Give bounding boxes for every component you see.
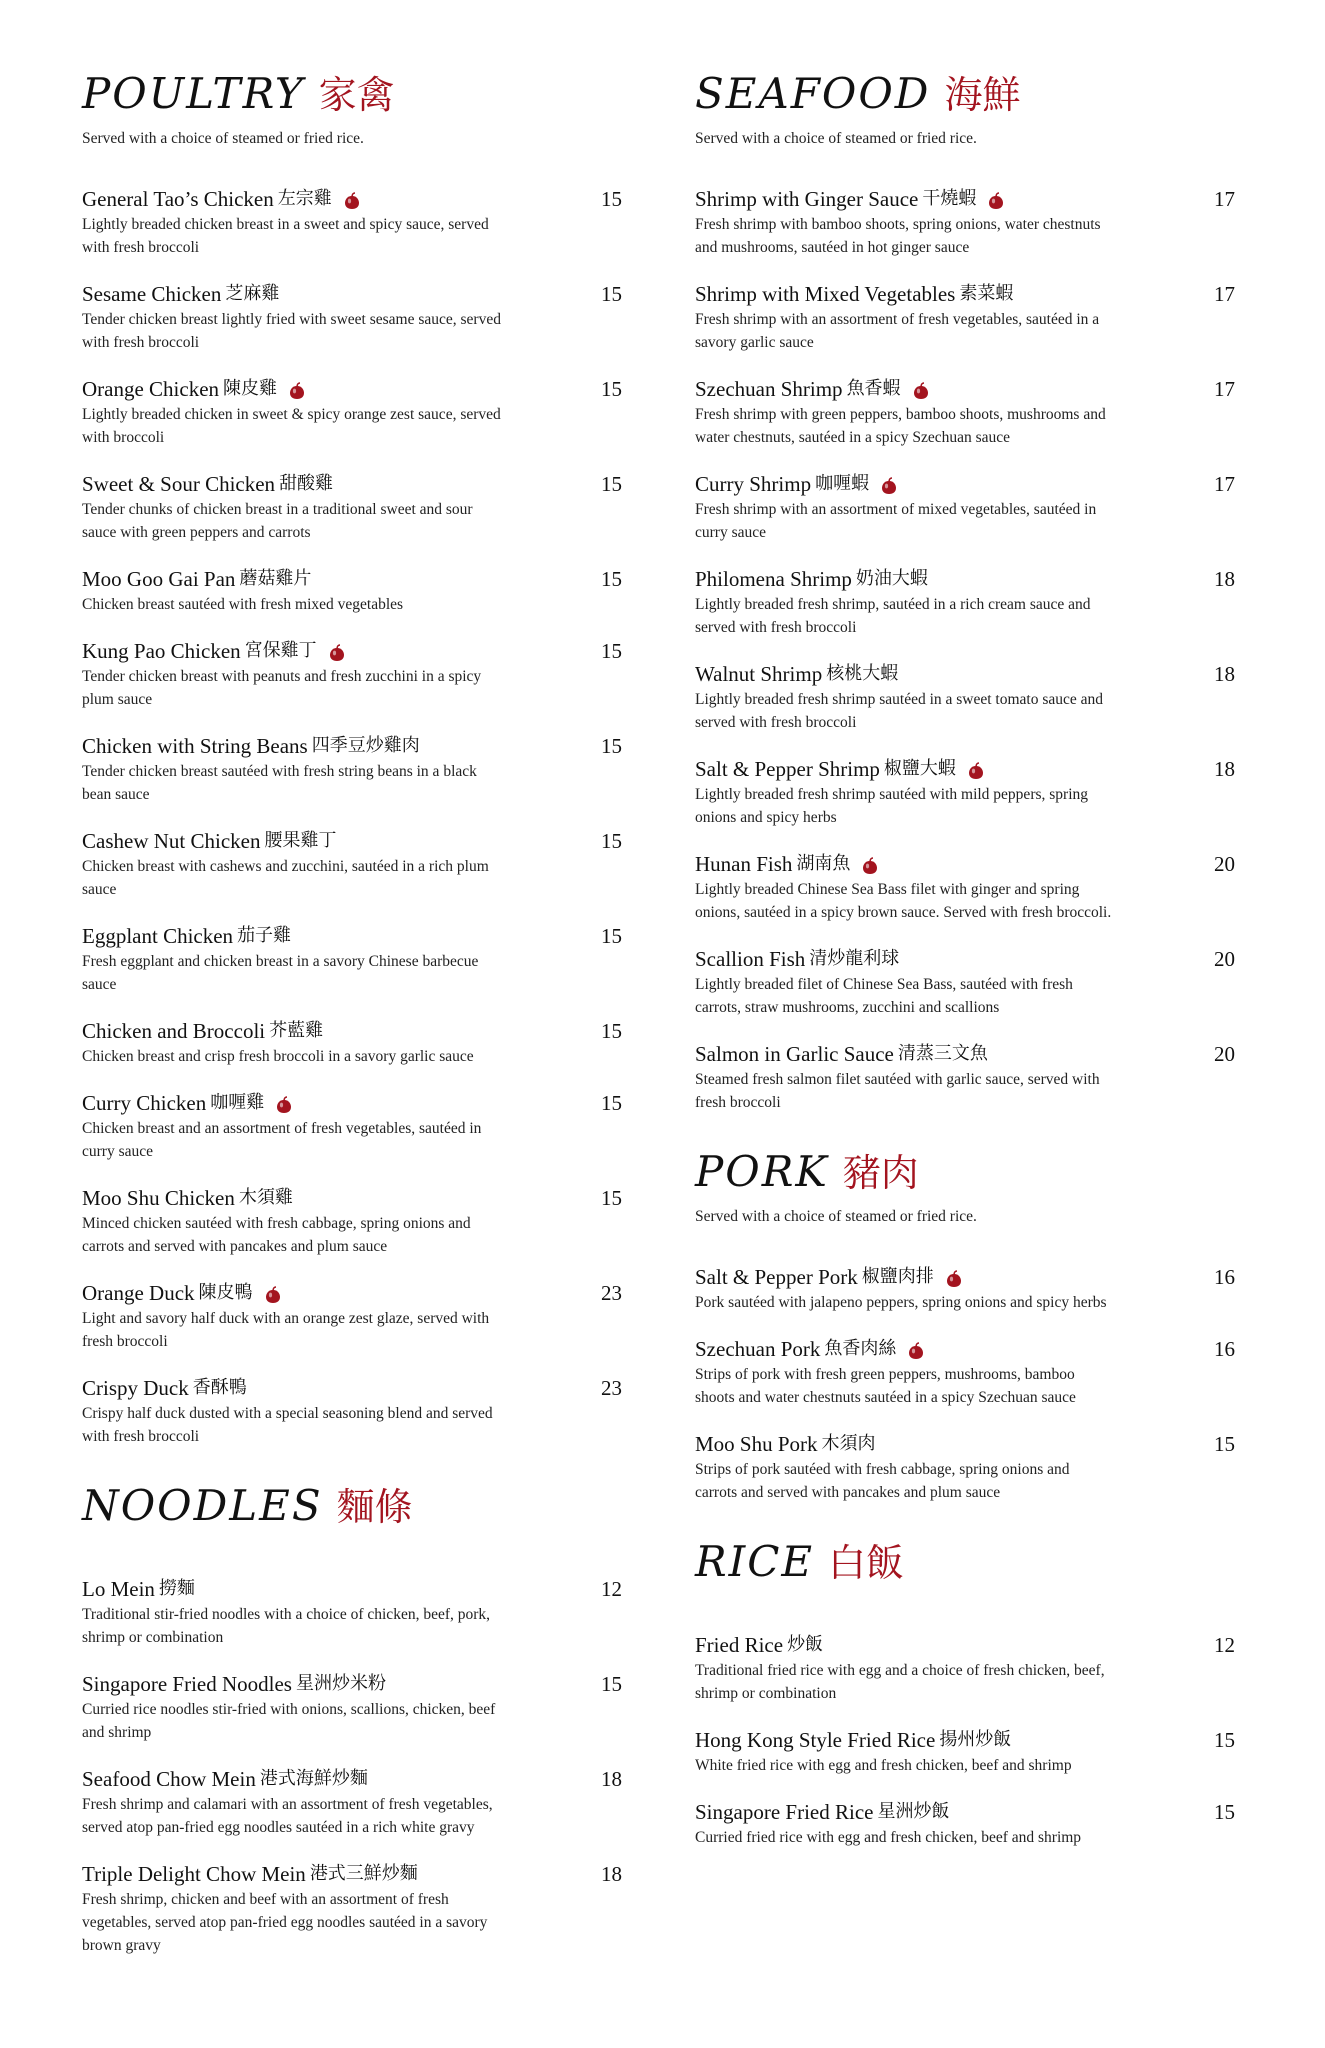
menu-item-name: Curry Shrimp — [695, 472, 812, 496]
menu-item-price: 20 — [1214, 1042, 1235, 1066]
menu-item-header — [695, 1041, 1235, 1067]
menu-item-header — [82, 1861, 622, 1887]
menu-item — [82, 1018, 622, 1068]
menu-item-chinese-name: 揚州炒飯 — [939, 1729, 1012, 1750]
menu-item-header — [82, 1018, 622, 1044]
section-title — [695, 1148, 1235, 1196]
menu-item-chinese-name: 湖南魚 — [796, 853, 851, 874]
menu-item-header — [695, 1264, 1235, 1290]
menu-item-description: Fresh shrimp with green peppers, bamboo shoots, mushrooms and water chestnuts, sautéed in a spicy Szechuan sauce — [695, 406, 1106, 446]
menu-item — [82, 923, 622, 996]
menu-item-header — [82, 923, 622, 949]
section-noodles — [82, 1482, 622, 1957]
menu-item-name: Sesame Chicken — [82, 282, 222, 306]
menu-item — [82, 1861, 622, 1957]
menu-item-chinese-name: 腰果雞丁 — [264, 830, 337, 851]
menu-item — [82, 1576, 622, 1649]
menu-item-chinese-name: 清蒸三文魚 — [897, 1043, 988, 1064]
menu-item-chinese-name: 香酥鴨 — [192, 1377, 247, 1398]
menu-item — [82, 1671, 622, 1744]
menu-item-list — [695, 186, 1235, 1114]
menu-item-description: Chicken breast sautéed with fresh mixed vegetables — [82, 596, 404, 613]
menu-item-name: Orange Chicken — [82, 377, 220, 401]
menu-item — [82, 471, 622, 544]
menu-item-price: 15 — [601, 187, 622, 211]
menu-item — [695, 851, 1235, 924]
menu-item-price: 15 — [601, 1019, 622, 1043]
menu-item-description: Tender chicken breast with peanuts and fresh zucchini in a spicy plum sauce — [82, 668, 482, 708]
menu-item-header — [695, 1336, 1235, 1362]
menu-item-chinese-name: 奶油大蝦 — [855, 568, 928, 589]
menu-item-header — [695, 186, 1235, 212]
menu-item-description: Strips of pork with fresh green peppers, mushrooms, bamboo shoots and water chestnuts sautéed in a spicy Szechuan sauce — [695, 1366, 1076, 1406]
menu-item-price: 15 — [601, 377, 622, 401]
menu-item-price: 18 — [601, 1862, 622, 1886]
menu-item — [82, 376, 622, 449]
spicy-pepper-icon — [988, 190, 1004, 208]
menu-item-price: 15 — [601, 734, 622, 758]
menu-item-description: Lightly breaded filet of Chinese Sea Bass, sautéed with fresh carrots, straw mushrooms, zucchini and scallions — [695, 976, 1073, 1016]
menu-item-description: Lightly breaded fresh shrimp sautéed with mild peppers, spring onions and spicy herbs — [695, 786, 1089, 826]
menu-item-chinese-name: 港式三鮮炒麵 — [309, 1863, 418, 1884]
menu-item — [82, 566, 622, 616]
menu-item-name: Singapore Fried Noodles — [82, 1672, 292, 1696]
menu-item-price: 15 — [601, 1672, 622, 1696]
menu-item-chinese-name: 陳皮雞 — [223, 378, 278, 399]
menu-item-price: 12 — [1214, 1633, 1235, 1657]
menu-item-name: Scallion Fish — [695, 947, 806, 971]
section-title-en: RICE — [695, 1537, 815, 1586]
menu-item-price: 15 — [601, 1091, 622, 1115]
menu-item — [695, 1041, 1235, 1114]
menu-item-header — [82, 376, 622, 402]
menu-item-price: 17 — [1214, 187, 1235, 211]
menu-item-chinese-name: 星洲炒飯 — [877, 1801, 950, 1822]
spicy-pepper-icon — [289, 380, 305, 398]
menu-item-name: Chicken with String Beans — [82, 734, 308, 758]
menu-item-header — [695, 661, 1235, 687]
menu-item-name: Szechuan Pork — [695, 1337, 821, 1361]
menu-item — [82, 828, 622, 901]
spicy-pepper-icon — [276, 1094, 292, 1112]
menu-item-name: Triple Delight Chow Mein — [82, 1862, 306, 1886]
menu-item — [695, 1727, 1235, 1777]
menu-item — [82, 733, 622, 806]
menu-item — [695, 471, 1235, 544]
menu-item-chinese-name: 炒飯 — [787, 1634, 824, 1655]
spicy-pepper-icon — [265, 1284, 281, 1302]
menu-item-chinese-name: 四季豆炒雞肉 — [311, 735, 420, 756]
section-title — [695, 70, 1235, 118]
menu-item-header — [82, 281, 622, 307]
menu-item — [82, 1766, 622, 1839]
menu-item — [695, 566, 1235, 639]
menu-item-header — [82, 1671, 622, 1697]
menu-item-name: Singapore Fried Rice — [695, 1800, 874, 1824]
menu-item-header — [695, 376, 1235, 402]
spicy-pepper-icon — [908, 1340, 924, 1358]
menu-item-description: Chicken breast with cashews and zucchini, sautéed in a rich plum sauce — [82, 858, 489, 898]
menu-item-header — [82, 1766, 622, 1792]
menu-item-description: Curried fried rice with egg and fresh chicken, beef and shrimp — [695, 1829, 1082, 1846]
menu-item-chinese-name: 咖喱蝦 — [815, 473, 870, 494]
menu-item-chinese-name: 木須雞 — [238, 1187, 293, 1208]
menu-item-chinese-name: 咖喱雞 — [210, 1092, 265, 1113]
menu-item-description: Fresh eggplant and chicken breast in a savory Chinese barbecue sauce — [82, 953, 479, 993]
menu-item-price: 15 — [1214, 1432, 1235, 1456]
menu-item-header — [82, 733, 622, 759]
menu-item-header — [82, 638, 622, 664]
menu-item — [695, 756, 1235, 829]
menu-item — [82, 1280, 622, 1353]
menu-item-name: Chicken and Broccoli — [82, 1019, 266, 1043]
menu-item-description: Crispy half duck dusted with a special seasoning blend and served with fresh broccoli — [82, 1405, 493, 1445]
menu-item-list — [82, 186, 622, 1448]
menu-item-price: 15 — [601, 567, 622, 591]
menu-item — [82, 1090, 622, 1163]
spicy-pepper-icon — [881, 475, 897, 493]
section-pork — [695, 1148, 1235, 1504]
menu-item-description: Fresh shrimp, chicken and beef with an assortment of fresh vegetables, served atop pan-fried egg noodles sautéed in a savory brown gravy — [82, 1891, 488, 1954]
menu-item-name: Hunan Fish — [695, 852, 793, 876]
menu-item-description: Fresh shrimp with bamboo shoots, spring onions, water chestnuts and mushrooms, sautéed in hot ginger sauce — [695, 216, 1101, 256]
menu-item-chinese-name: 蘑菇雞片 — [239, 568, 312, 589]
menu-item-description: Chicken breast and an assortment of fresh vegetables, sautéed in curry sauce — [82, 1120, 482, 1160]
section-title — [695, 1538, 1235, 1586]
menu-item-chinese-name: 宮保雞丁 — [244, 640, 317, 661]
menu-item-description: Light and savory half duck with an orange zest glaze, served with fresh broccoli — [82, 1310, 490, 1350]
menu-item — [695, 1336, 1235, 1409]
menu-item-header — [695, 1799, 1235, 1825]
menu-item-name: Moo Goo Gai Pan — [82, 567, 236, 591]
menu-item — [695, 186, 1235, 259]
spicy-pepper-icon — [862, 855, 878, 873]
menu-item-name: Moo Shu Pork — [695, 1432, 818, 1456]
menu-item-header — [695, 1632, 1235, 1658]
menu-item-header — [695, 471, 1235, 497]
menu-item-chinese-name: 芝麻雞 — [225, 283, 280, 304]
spicy-pepper-icon — [344, 190, 360, 208]
menu-item — [695, 1632, 1235, 1705]
section-poultry — [82, 70, 622, 1448]
menu-item-chinese-name: 星洲炒米粉 — [295, 1673, 386, 1694]
menu-item-price: 15 — [1214, 1800, 1235, 1824]
menu-item-chinese-name: 木須肉 — [821, 1433, 876, 1454]
menu-item-header — [695, 281, 1235, 307]
menu-item-header — [82, 1280, 622, 1306]
menu-item — [695, 376, 1235, 449]
menu-item-description: Chicken breast and crisp fresh broccoli in a savory garlic sauce — [82, 1048, 474, 1065]
menu-item-price: 15 — [601, 282, 622, 306]
menu-item-header — [695, 946, 1235, 972]
section-subtitle: Served with a choice of steamed or fried rice. — [82, 130, 364, 147]
menu-item-chinese-name: 左宗雞 — [277, 188, 332, 209]
spicy-pepper-icon — [913, 380, 929, 398]
menu-item-description: Traditional fried rice with egg and a choice of fresh chicken, beef, shrimp or combination — [695, 1662, 1105, 1702]
menu-item-chinese-name: 清炒龍利球 — [809, 948, 900, 969]
menu-item-name: Lo Mein — [82, 1577, 155, 1601]
menu-item-price: 16 — [1214, 1337, 1235, 1361]
menu-item-price: 23 — [601, 1376, 622, 1400]
menu-item-name: Moo Shu Chicken — [82, 1186, 235, 1210]
menu-item-description: Curried rice noodles stir-fried with onions, scallions, chicken, beef and shrimp — [82, 1701, 496, 1741]
menu-item-price: 23 — [601, 1281, 622, 1305]
section-title-zh: 海鮮 — [944, 73, 1021, 117]
menu-item — [695, 1799, 1235, 1849]
menu-item — [695, 1431, 1235, 1504]
menu-item-header — [695, 1727, 1235, 1753]
menu-item-description: Lightly breaded fresh shrimp sautéed in a sweet tomato sauce and served with fresh broccoli — [695, 691, 1104, 731]
menu-item — [82, 638, 622, 711]
section-title-en: SEAFOOD — [695, 69, 931, 118]
menu-item-price: 18 — [1214, 662, 1235, 686]
menu-item — [695, 661, 1235, 734]
menu-item-chinese-name: 甜酸雞 — [279, 473, 334, 494]
menu-item-chinese-name: 陳皮鴨 — [198, 1282, 253, 1303]
right-column — [695, 70, 1235, 1883]
menu-item-header — [82, 471, 622, 497]
section-title-zh: 麵條 — [336, 1485, 413, 1529]
menu-item-description: Lightly breaded chicken in sweet & spicy orange zest sauce, served with broccoli — [82, 406, 501, 446]
menu-item-list — [695, 1632, 1235, 1849]
menu-item-chinese-name: 撈麵 — [158, 1578, 195, 1599]
menu-item-chinese-name: 椒鹽肉排 — [861, 1266, 934, 1287]
menu-item-name: Cashew Nut Chicken — [82, 829, 261, 853]
section-title-zh: 家禽 — [318, 73, 395, 117]
menu-item-chinese-name: 港式海鮮炒麵 — [259, 1768, 368, 1789]
menu-item-name: Hong Kong Style Fried Rice — [695, 1728, 936, 1752]
menu-item-list — [695, 1264, 1235, 1504]
section-title — [82, 70, 622, 118]
menu-item-price: 20 — [1214, 947, 1235, 971]
menu-item-chinese-name: 核桃大蝦 — [826, 663, 899, 684]
section-subtitle: Served with a choice of steamed or fried rice. — [695, 1208, 977, 1225]
menu-item — [82, 1375, 622, 1448]
menu-item-description: Lightly breaded fresh shrimp, sautéed in a rich cream sauce and served with fresh broccoli — [695, 596, 1091, 636]
menu-item-header — [82, 1375, 622, 1401]
section-seafood — [695, 70, 1235, 1114]
menu-item — [695, 281, 1235, 354]
spicy-pepper-icon — [946, 1268, 962, 1286]
menu-item-name: Eggplant Chicken — [82, 924, 234, 948]
menu-item-name: Orange Duck — [82, 1281, 195, 1305]
menu-item — [82, 186, 622, 259]
left-column — [82, 70, 622, 1991]
menu-item-description: Lightly breaded Chinese Sea Bass filet with ginger and spring onions, sautéed in a spicy brown sauce. Served with fresh broccoli. — [695, 881, 1112, 921]
menu-item-chinese-name: 干燒蝦 — [922, 188, 977, 209]
menu-item-price: 17 — [1214, 377, 1235, 401]
menu-item-price: 18 — [601, 1767, 622, 1791]
menu-item-price: 15 — [601, 829, 622, 853]
menu-item-price: 20 — [1214, 852, 1235, 876]
menu-item-price: 15 — [601, 1186, 622, 1210]
menu-item-name: Kung Pao Chicken — [82, 639, 241, 663]
menu-item-price: 15 — [601, 639, 622, 663]
menu-item-description: Fresh shrimp with an assortment of mixed vegetables, sautéed in curry sauce — [695, 501, 1097, 541]
menu-item-chinese-name: 茄子雞 — [237, 925, 292, 946]
menu-item-name: General Tao’s Chicken — [82, 187, 274, 211]
menu-item-price: 18 — [1214, 757, 1235, 781]
section-title — [82, 1482, 622, 1530]
menu-item-name: Salt & Pepper Pork — [695, 1265, 858, 1289]
menu-item-price: 15 — [1214, 1728, 1235, 1752]
section-title-en: POULTRY — [82, 69, 305, 118]
menu-item-chinese-name: 素菜蝦 — [959, 283, 1014, 304]
menu-item-price: 17 — [1214, 472, 1235, 496]
menu-item-header — [82, 828, 622, 854]
menu-item-name: Fried Rice — [695, 1633, 784, 1657]
menu-item-name: Curry Chicken — [82, 1091, 207, 1115]
menu-item-header — [82, 566, 622, 592]
menu-item-price: 17 — [1214, 282, 1235, 306]
section-subtitle: Served with a choice of steamed or fried rice. — [695, 130, 977, 147]
menu-item-list — [82, 1576, 622, 1957]
menu-item-description: White fried rice with egg and fresh chicken, beef and shrimp — [695, 1757, 1072, 1774]
menu-item-header — [695, 1431, 1235, 1457]
section-title-zh: 白飯 — [828, 1541, 905, 1585]
menu-item-name: Shrimp with Mixed Vegetables — [695, 282, 956, 306]
menu-item — [82, 1185, 622, 1258]
section-title-en: NOODLES — [82, 1481, 323, 1530]
menu-item-description: Minced chicken sautéed with fresh cabbage, spring onions and carrots and served with pancakes and plum sauce — [82, 1215, 471, 1255]
menu-item-description: Pork sautéed with jalapeno peppers, spring onions and spicy herbs — [695, 1294, 1107, 1311]
menu-item-price: 16 — [1214, 1265, 1235, 1289]
menu-item-description: Lightly breaded chicken breast in a sweet and spicy sauce, served with fresh broccoli — [82, 216, 489, 256]
menu-item-chinese-name: 魚香蝦 — [846, 378, 901, 399]
menu-item-description: Tender chunks of chicken breast in a traditional sweet and sour sauce with green peppers and carrots — [82, 501, 473, 541]
menu-item-header — [695, 756, 1235, 782]
menu-item-name: Shrimp with Ginger Sauce — [695, 187, 919, 211]
menu-item-chinese-name: 芥藍雞 — [269, 1020, 324, 1041]
menu-item-header — [695, 851, 1235, 877]
menu-item-chinese-name: 魚香肉絲 — [824, 1338, 897, 1359]
menu-item-chinese-name: 椒鹽大蝦 — [883, 758, 956, 779]
menu-item-description: Steamed fresh salmon filet sautéed with garlic sauce, served with fresh broccoli — [695, 1071, 1100, 1111]
menu-item-name: Sweet & Sour Chicken — [82, 472, 276, 496]
menu-item — [82, 281, 622, 354]
menu-item-price: 18 — [1214, 567, 1235, 591]
menu-item-header — [82, 1576, 622, 1602]
menu-item-header — [82, 1185, 622, 1211]
menu-item-price: 12 — [601, 1577, 622, 1601]
menu-item-header — [82, 186, 622, 212]
menu-item-price: 15 — [601, 472, 622, 496]
menu-item-name: Crispy Duck — [82, 1376, 189, 1400]
menu-item-name: Salmon in Garlic Sauce — [695, 1042, 894, 1066]
section-title-zh: 豬肉 — [842, 1151, 919, 1195]
menu-item-name: Salt & Pepper Shrimp — [695, 757, 880, 781]
menu-item-header — [82, 1090, 622, 1116]
menu-item-header — [695, 566, 1235, 592]
menu-item — [695, 946, 1235, 1019]
menu-item-name: Philomena Shrimp — [695, 567, 852, 591]
menu-item-description: Tender chicken breast sautéed with fresh string beans in a black bean sauce — [82, 763, 477, 803]
section-rice — [695, 1538, 1235, 1849]
menu-item-description: Strips of pork sautéed with fresh cabbage, spring onions and carrots and served with pancakes and plum sauce — [695, 1461, 1070, 1501]
spicy-pepper-icon — [329, 642, 345, 660]
menu-item-description: Fresh shrimp and calamari with an assortment of fresh vegetables, served atop pan-fried egg noodles sautéed in a rich white gravy — [82, 1796, 493, 1836]
menu-item-name: Szechuan Shrimp — [695, 377, 843, 401]
menu-item-description: Tender chicken breast lightly fried with sweet sesame sauce, served with fresh broccoli — [82, 311, 501, 351]
spicy-pepper-icon — [968, 760, 984, 778]
menu-item-description: Fresh shrimp with an assortment of fresh vegetables, sautéed in a savory garlic sauce — [695, 311, 1100, 351]
section-title-en: PORK — [695, 1147, 829, 1196]
menu-item-description: Traditional stir-fried noodles with a choice of chicken, beef, pork, shrimp or combination — [82, 1606, 491, 1646]
menu-item-name: Seafood Chow Mein — [82, 1767, 256, 1791]
menu-item-name: Walnut Shrimp — [695, 662, 823, 686]
menu-item — [695, 1264, 1235, 1314]
menu-item-price: 15 — [601, 924, 622, 948]
